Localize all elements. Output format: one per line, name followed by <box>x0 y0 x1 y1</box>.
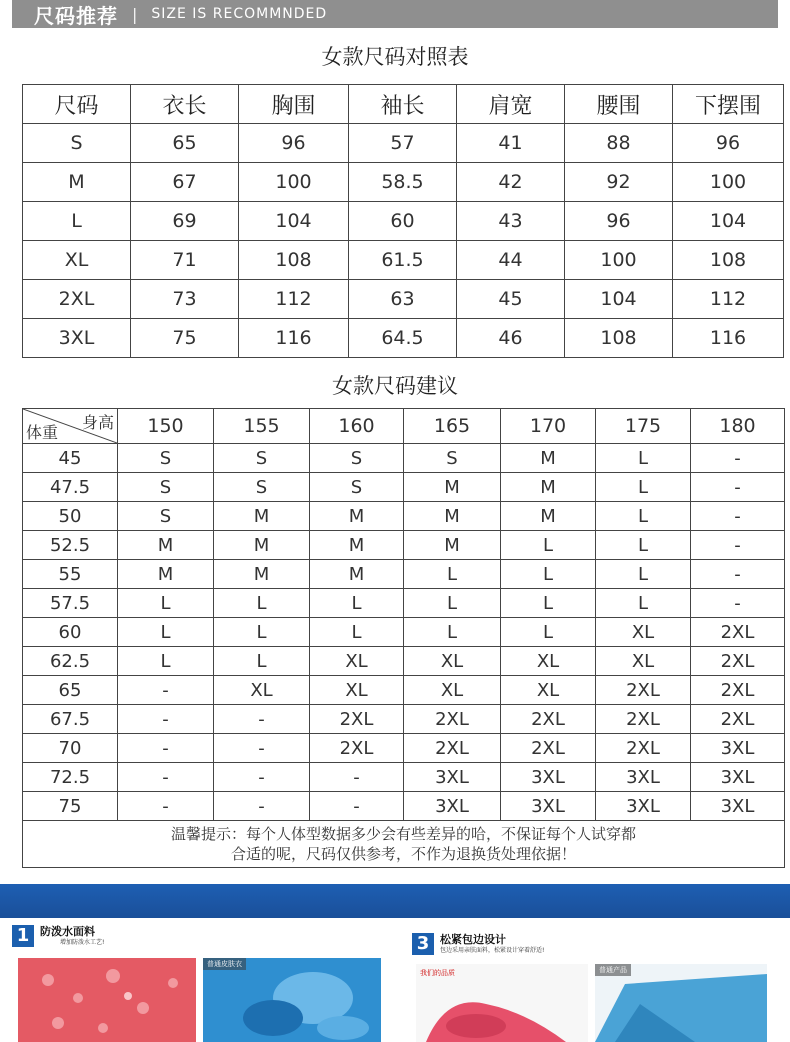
recommend-size-cell: S <box>214 444 310 473</box>
recommend-row <box>23 618 785 647</box>
size-chart-cell: 46 <box>457 319 565 358</box>
recommend-height-cell: 160 <box>310 409 404 444</box>
size-chart-cell: 104 <box>565 280 673 319</box>
size-chart-cell: L <box>23 202 131 241</box>
recommend-size-cell: 2XL <box>596 734 691 763</box>
size-chart-cell: 63 <box>349 280 457 319</box>
size-chart-cell: 61.5 <box>349 241 457 280</box>
recommend-size-cell: S <box>310 473 404 502</box>
feature-3-photo-common <box>595 964 767 1042</box>
recommend-size-cell: L <box>310 618 404 647</box>
recommend-size-cell: XL <box>404 647 501 676</box>
recommend-height-cell: 165 <box>404 409 501 444</box>
size-chart-cell: 44 <box>457 241 565 280</box>
recommend-size-cell: - <box>691 531 785 560</box>
recommend-weight-cell: 65 <box>23 676 118 705</box>
recommend-row <box>23 444 785 473</box>
recommend-row <box>23 473 785 502</box>
size-chart-cell: 60 <box>349 202 457 241</box>
recommend-weight-cell: 67.5 <box>23 705 118 734</box>
size-chart-header-cell: 下摆围 <box>673 85 784 124</box>
recommend-size-cell: L <box>214 589 310 618</box>
recommend-size-cell: L <box>404 589 501 618</box>
size-chart-cell: S <box>23 124 131 163</box>
size-chart-header-cell: 衣长 <box>131 85 239 124</box>
recommend-size-cell: 3XL <box>404 763 501 792</box>
banner-title-cn: 尺码推荐 <box>34 3 118 28</box>
recommend-size-cell: 2XL <box>691 676 785 705</box>
recommend-size-cell: XL <box>501 647 596 676</box>
size-chart-row <box>23 202 784 241</box>
size-chart-cell: 116 <box>673 319 784 358</box>
recommend-size-cell: - <box>214 734 310 763</box>
size-chart-cell: 41 <box>457 124 565 163</box>
recommend-size-cell: - <box>214 792 310 821</box>
recommend-size-cell: - <box>310 763 404 792</box>
recommend-size-cell: - <box>214 763 310 792</box>
recommend-note <box>23 821 785 868</box>
recommend-height-cell: 150 <box>118 409 214 444</box>
recommend-row <box>23 647 785 676</box>
recommend-row <box>23 705 785 734</box>
recommend-size-cell: - <box>118 763 214 792</box>
size-chart-cell: 57 <box>349 124 457 163</box>
recommend-size-cell: M <box>501 444 596 473</box>
banner-separator: | <box>132 4 138 24</box>
size-chart-cell: 58.5 <box>349 163 457 202</box>
recommend-size-cell: XL <box>404 676 501 705</box>
corner-height-label: 身高 <box>81 413 114 432</box>
size-chart-cell: 45 <box>457 280 565 319</box>
size-chart-row <box>23 124 784 163</box>
recommend-size-cell: XL <box>596 618 691 647</box>
corner-weight-label: 体重 <box>26 423 59 442</box>
size-chart-cell: XL <box>23 241 131 280</box>
recommend-size-cell: - <box>118 705 214 734</box>
recommend-size-cell: L <box>501 618 596 647</box>
recommend-weight-cell: 60 <box>23 618 118 647</box>
recommend-size-cell: M <box>310 560 404 589</box>
feature-1-subtitle: 增加防泼水工艺! <box>60 939 105 946</box>
size-chart-cell: 92 <box>565 163 673 202</box>
feature-3-common-tag: 普通产品 <box>595 964 631 976</box>
recommend-size-cell: M <box>310 531 404 560</box>
feature-1-number: 1 <box>12 925 34 947</box>
size-chart-cell: 71 <box>131 241 239 280</box>
recommend-size-cell: M <box>404 473 501 502</box>
recommend-size-cell: 2XL <box>310 705 404 734</box>
recommend-weight-cell: 62.5 <box>23 647 118 676</box>
recommend-size-cell: M <box>310 502 404 531</box>
size-chart-title: 女款尺码对照表 <box>321 45 469 69</box>
recommend-size-cell: M <box>118 531 214 560</box>
feature-3-header <box>412 933 544 955</box>
recommend-row <box>23 763 785 792</box>
recommend-size-cell: 2XL <box>691 647 785 676</box>
recommend-weight-cell: 55 <box>23 560 118 589</box>
recommend-size-cell: M <box>404 531 501 560</box>
recommend-row <box>23 792 785 821</box>
recommend-size-cell: - <box>691 502 785 531</box>
size-chart-cell: 108 <box>239 241 349 280</box>
recommend-size-cell: 2XL <box>691 618 785 647</box>
recommend-size-cell: L <box>596 444 691 473</box>
size-chart-header-cell: 肩宽 <box>457 85 565 124</box>
size-recommend-table <box>22 408 785 868</box>
recommend-size-cell: L <box>214 647 310 676</box>
size-chart-row <box>23 280 784 319</box>
recommend-size-cell: - <box>310 792 404 821</box>
size-chart-cell: 75 <box>131 319 239 358</box>
recommend-corner-cell <box>23 409 118 444</box>
recommend-size-cell: S <box>118 473 214 502</box>
size-chart-cell: 104 <box>673 202 784 241</box>
recommend-height-cell: 170 <box>501 409 596 444</box>
size-chart-cell: 108 <box>565 319 673 358</box>
recommend-size-cell: - <box>691 473 785 502</box>
recommend-size-cell: S <box>310 444 404 473</box>
recommend-size-cell: S <box>118 502 214 531</box>
size-chart-cell: 108 <box>673 241 784 280</box>
recommend-size-cell: - <box>118 676 214 705</box>
size-chart-cell: 73 <box>131 280 239 319</box>
recommend-size-cell: 3XL <box>691 734 785 763</box>
recommend-size-cell: 2XL <box>596 676 691 705</box>
recommend-size-cell: L <box>596 473 691 502</box>
recommend-height-cell: 180 <box>691 409 785 444</box>
recommend-size-cell: 2XL <box>596 705 691 734</box>
size-chart-row <box>23 163 784 202</box>
size-chart-cell: 43 <box>457 202 565 241</box>
size-chart-row <box>23 319 784 358</box>
recommend-size-cell: M <box>501 473 596 502</box>
size-chart-cell: 2XL <box>23 280 131 319</box>
size-chart-header-cell: 腰围 <box>565 85 673 124</box>
recommend-size-cell: L <box>118 618 214 647</box>
recommend-size-cell: L <box>596 589 691 618</box>
recommend-size-cell: - <box>214 705 310 734</box>
recommend-header-row <box>23 409 785 444</box>
recommend-weight-cell: 75 <box>23 792 118 821</box>
recommend-size-cell: 2XL <box>404 734 501 763</box>
recommend-row <box>23 734 785 763</box>
recommend-size-cell: - <box>118 734 214 763</box>
recommend-size-cell: L <box>501 589 596 618</box>
recommend-size-cell: 3XL <box>501 763 596 792</box>
section-divider-bar <box>0 884 790 918</box>
recommend-size-cell: 3XL <box>691 763 785 792</box>
size-chart-cell: 88 <box>565 124 673 163</box>
recommend-size-cell: S <box>404 444 501 473</box>
size-chart-table <box>22 84 784 358</box>
recommend-size-cell: L <box>501 560 596 589</box>
recommend-size-cell: M <box>214 560 310 589</box>
recommend-size-cell: XL <box>214 676 310 705</box>
note-line-2: 合适的呢，尺码仅供参考，不作为退换货处理依据！ <box>230 845 576 863</box>
banner-title-en: SIZE IS RECOMMNDED <box>151 6 328 22</box>
recommend-size-cell: L <box>596 531 691 560</box>
recommend-size-cell: S <box>214 473 310 502</box>
recommend-size-cell: 3XL <box>691 792 785 821</box>
recommend-weight-cell: 45 <box>23 444 118 473</box>
size-chart-cell: 116 <box>239 319 349 358</box>
size-chart-cell: 100 <box>673 163 784 202</box>
feature-1-photo-common <box>203 958 381 1042</box>
recommend-weight-cell: 72.5 <box>23 763 118 792</box>
recommend-size-cell: L <box>404 560 501 589</box>
recommend-size-cell: 2XL <box>310 734 404 763</box>
recommend-size-cell: M <box>214 502 310 531</box>
recommend-size-cell: 3XL <box>501 792 596 821</box>
recommend-size-cell: L <box>214 618 310 647</box>
feature-3-photo-ours <box>416 964 588 1042</box>
feature-1-common-tag: 普通皮肤衣 <box>203 958 246 970</box>
recommend-row <box>23 531 785 560</box>
feature-3-subtitle: 包边采用亲肤面料，松紧设计穿着舒适! <box>440 947 545 954</box>
size-chart-cell: 67 <box>131 163 239 202</box>
recommend-row <box>23 589 785 618</box>
recommend-size-cell: L <box>596 560 691 589</box>
recommend-size-cell: - <box>118 792 214 821</box>
recommend-note-row <box>23 821 785 868</box>
recommend-weight-cell: 57.5 <box>23 589 118 618</box>
size-chart-cell: 69 <box>131 202 239 241</box>
size-chart-cell: 96 <box>239 124 349 163</box>
recommend-size-cell: XL <box>310 676 404 705</box>
size-chart-header-cell: 袖长 <box>349 85 457 124</box>
recommend-row <box>23 560 785 589</box>
recommend-size-cell: L <box>310 589 404 618</box>
recommend-size-cell: - <box>691 589 785 618</box>
recommend-height-cell: 155 <box>214 409 310 444</box>
recommend-size-cell: S <box>118 444 214 473</box>
size-chart-cell: 96 <box>565 202 673 241</box>
recommend-title: 女款尺码建议 <box>332 374 458 398</box>
size-chart-row <box>23 241 784 280</box>
recommend-size-cell: XL <box>310 647 404 676</box>
recommend-size-cell: - <box>691 560 785 589</box>
recommend-size-cell: 3XL <box>596 792 691 821</box>
feature-3-ours-tag: 我们的品质 <box>420 969 455 977</box>
size-chart-cell: M <box>23 163 131 202</box>
recommend-row <box>23 502 785 531</box>
recommend-size-cell: XL <box>596 647 691 676</box>
size-chart-cell: 65 <box>131 124 239 163</box>
recommend-size-cell: L <box>596 502 691 531</box>
recommend-size-cell: 3XL <box>404 792 501 821</box>
feature-3-number: 3 <box>412 933 434 955</box>
recommend-size-cell: 2XL <box>691 705 785 734</box>
recommend-height-cell: 175 <box>596 409 691 444</box>
recommend-size-cell: L <box>501 531 596 560</box>
recommend-size-cell: L <box>404 618 501 647</box>
size-chart-header-row <box>23 85 784 124</box>
feature-1-photo-ours <box>18 958 196 1042</box>
size-chart-header-cell: 尺码 <box>23 85 131 124</box>
recommend-row <box>23 676 785 705</box>
feature-1-header <box>12 925 104 947</box>
recommend-weight-cell: 70 <box>23 734 118 763</box>
size-chart-cell: 112 <box>239 280 349 319</box>
recommend-size-cell: 2XL <box>501 705 596 734</box>
recommend-size-cell: M <box>404 502 501 531</box>
recommend-size-cell: 2XL <box>404 705 501 734</box>
size-chart-header-cell: 胸围 <box>239 85 349 124</box>
size-chart-cell: 112 <box>673 280 784 319</box>
recommend-size-cell: M <box>118 560 214 589</box>
section-banner <box>12 0 778 28</box>
recommend-size-cell: L <box>118 647 214 676</box>
recommend-size-cell: 2XL <box>501 734 596 763</box>
size-chart-cell: 42 <box>457 163 565 202</box>
feature-3-title: 松紧包边设计 <box>440 933 506 946</box>
size-chart-cell: 96 <box>673 124 784 163</box>
recommend-size-cell: XL <box>501 676 596 705</box>
note-line-1: 温馨提示：每个人体型数据多少会有些差异的哈，不保证每个人试穿都 <box>170 825 636 843</box>
recommend-weight-cell: 50 <box>23 502 118 531</box>
feature-1-title: 防泼水面料 <box>40 925 95 938</box>
recommend-weight-cell: 52.5 <box>23 531 118 560</box>
size-chart-cell: 100 <box>565 241 673 280</box>
size-chart-cell: 100 <box>239 163 349 202</box>
recommend-size-cell: M <box>501 502 596 531</box>
recommend-size-cell: 3XL <box>596 763 691 792</box>
recommend-size-cell: M <box>214 531 310 560</box>
size-chart-cell: 64.5 <box>349 319 457 358</box>
recommend-weight-cell: 47.5 <box>23 473 118 502</box>
size-chart-cell: 3XL <box>23 319 131 358</box>
size-chart-cell: 104 <box>239 202 349 241</box>
recommend-size-cell: L <box>118 589 214 618</box>
recommend-size-cell: - <box>691 444 785 473</box>
